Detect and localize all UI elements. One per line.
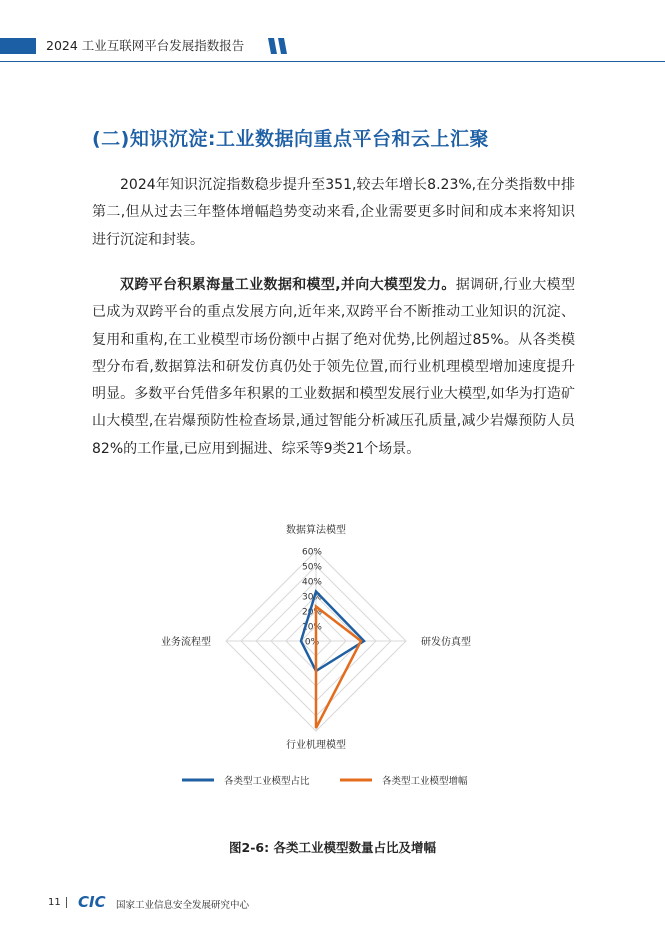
paragraph-body: 据调研,行业大模型已成为双跨平台的重点发展方向,近年来,双跨平台不断推动工业知识的沉淀、复用和重构,在工业模型市场份额中占据了绝对优势,比例超过85%。从各类模型分布看,数据算法和研发仿真仍处于领先位置,而行业机理模型增加速度提升明显。多数平台凭借多年积累的工业数据和模型发展行业大模型,如华为打造矿山大模型,在岩爆预防性检查场景,通过智能分析减压孔质量,减少岩爆预防人员82%的工作量,已应用到掘进、综采等9类21个场景。: [92, 277, 575, 457]
page-number: 11: [48, 897, 61, 908]
radar-tick-label: 50%: [301, 562, 323, 573]
header-title: 2024 工业互联网平台发展指数报告: [46, 38, 245, 53]
radar-tick-label: 20%: [301, 607, 323, 618]
radar-chart: [150, 518, 510, 818]
legend-label: 各类型工业模型增幅: [382, 776, 468, 787]
paragraph-lead-bold: 双跨平台积累海量工业数据和模型,并向大模型发力。: [120, 277, 456, 293]
header-divider: [0, 61, 665, 62]
paragraph-knowledge-index: 2024年知识沉淀指数稳步提升至351,较去年增长8.23%,在分类指数中排第二,但从过去三年整体增幅趋势变动来看,企业需要更多时间和成本来将知识进行沉淀和封装。: [92, 177, 575, 248]
radar-tick-label: 30%: [301, 592, 323, 603]
cic-logo: [78, 893, 110, 909]
radar-tick-label: 40%: [301, 577, 323, 588]
section-title: (二)知识沉淀:工业数据向重点平台和云上汇聚: [92, 128, 489, 150]
svg-text:CIC: CIC: [78, 893, 106, 909]
radar-tick-label: 10%: [301, 622, 323, 633]
radar-axis-label: 业务流程型: [161, 637, 211, 648]
legend-label: 各类型工业模型占比: [224, 776, 310, 787]
footer-org-name: 国家工业信息安全发展研究中心: [116, 900, 250, 911]
radar-axis-label: 行业机理模型: [286, 740, 346, 751]
radar-tick-label: 60%: [301, 547, 323, 558]
radar-axis-label: 研发仿真型: [421, 637, 471, 648]
footer-separator: [66, 897, 67, 908]
header-accent-bar: [0, 38, 36, 54]
radar-tick-label: 0%: [304, 637, 320, 648]
radar-axis-label: 数据算法模型: [286, 525, 346, 536]
paragraph-dual-platform: [92, 272, 575, 463]
header-slashes-icon: [266, 38, 290, 54]
figure-caption: 图2-6: 各类工业模型数量占比及增幅: [229, 840, 436, 855]
